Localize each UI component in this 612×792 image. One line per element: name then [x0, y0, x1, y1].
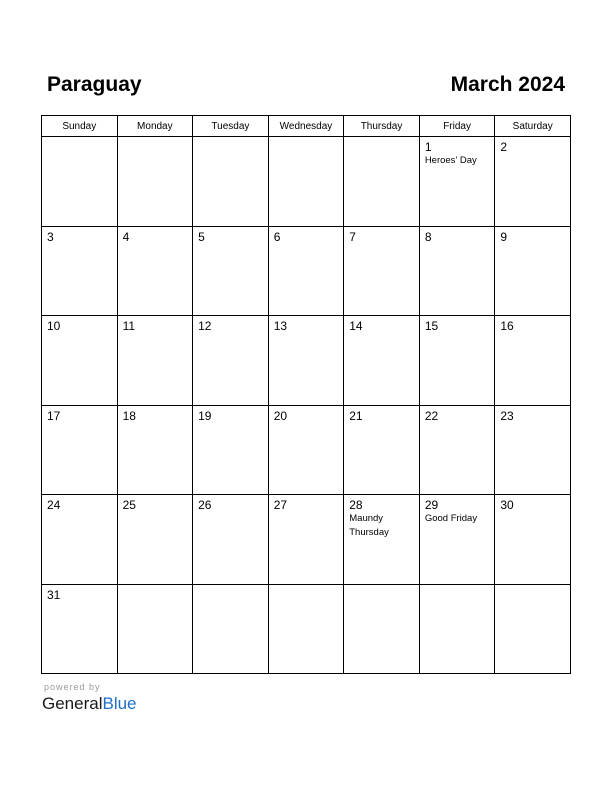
day-number: 29 — [424, 498, 439, 512]
day-number: 22 — [424, 408, 439, 423]
day-cell — [268, 584, 344, 674]
holiday-label: Heroes’ Day — [424, 155, 477, 166]
holiday-label: Good Friday — [424, 513, 478, 524]
day-number: 3 — [47, 229, 54, 244]
day-number: 20 — [273, 408, 288, 423]
day-number: 18 — [122, 408, 136, 423]
day-number: 12 — [198, 319, 212, 333]
day-number: 14 — [349, 319, 363, 333]
day-cell — [495, 495, 571, 585]
day-cell — [344, 584, 420, 674]
day-number: 21 — [349, 408, 363, 423]
day-number: 23 — [500, 408, 514, 423]
day-number: 31 — [47, 587, 61, 602]
day-number: 2 — [500, 140, 508, 154]
day-cell — [419, 137, 495, 227]
day-cell — [268, 405, 344, 495]
day-cell — [193, 495, 269, 585]
day-cell — [495, 405, 571, 495]
day-cell — [117, 495, 193, 585]
day-cell — [42, 584, 118, 674]
weekday-sunday: Sunday — [42, 116, 118, 137]
day-cell — [117, 405, 193, 495]
day-number: 30 — [500, 498, 514, 512]
day-cell — [193, 226, 269, 316]
powered-by-label: powered by — [44, 682, 101, 692]
day-cell — [42, 316, 118, 406]
weekday-saturday: Saturday — [495, 116, 571, 137]
day-cell — [495, 226, 571, 316]
day-cell — [419, 584, 495, 674]
day-number: 7 — [349, 229, 356, 244]
week-row — [42, 495, 571, 585]
day-cell — [193, 584, 269, 674]
day-number: 26 — [198, 498, 212, 512]
day-number: 8 — [424, 229, 432, 244]
day-cell — [495, 316, 571, 406]
week-row — [42, 226, 571, 316]
day-cell — [419, 226, 495, 316]
day-number: 17 — [47, 408, 61, 423]
week-row — [42, 584, 571, 674]
weekday-monday: Monday — [117, 116, 193, 137]
day-number: 5 — [198, 229, 205, 244]
day-cell — [344, 226, 420, 316]
weekday-wednesday: Wednesday — [268, 116, 344, 137]
day-cell — [495, 584, 571, 674]
day-cell — [344, 495, 420, 585]
day-cell — [193, 137, 269, 227]
day-cell — [344, 316, 420, 406]
day-number: 4 — [122, 229, 130, 244]
day-cell — [268, 137, 344, 227]
day-number: 16 — [500, 319, 514, 333]
day-cell — [419, 495, 495, 585]
day-number: 25 — [122, 498, 136, 512]
day-number: 19 — [198, 408, 212, 423]
week-row — [42, 316, 571, 406]
day-cell — [193, 316, 269, 406]
day-cell — [193, 405, 269, 495]
day-cell — [42, 495, 118, 585]
week-row — [42, 137, 571, 227]
month-year-title: March 2024 — [450, 73, 565, 96]
logo-text-blue: Blue — [102, 694, 137, 713]
day-cell — [268, 316, 344, 406]
day-number: 9 — [500, 229, 508, 244]
day-cell — [117, 226, 193, 316]
day-number: 15 — [424, 319, 439, 333]
week-row — [42, 405, 571, 495]
day-number: 6 — [273, 229, 281, 244]
day-cell — [42, 226, 118, 316]
day-number: 11 — [122, 319, 136, 333]
generalblue-logo[interactable] — [42, 694, 137, 714]
day-cell — [117, 584, 193, 674]
day-cell — [344, 137, 420, 227]
day-cell — [117, 316, 193, 406]
weekday-friday: Friday — [419, 116, 495, 137]
weekday-thursday: Thursday — [344, 116, 420, 137]
holiday-label: Maundy Thursday — [349, 513, 389, 538]
day-cell — [42, 405, 118, 495]
day-cell — [117, 137, 193, 227]
day-number: 28 — [349, 498, 363, 512]
country-title: Paraguay — [47, 73, 142, 96]
day-cell — [42, 137, 118, 227]
day-cell — [268, 226, 344, 316]
calendar-body — [42, 137, 571, 674]
day-number: 24 — [47, 498, 61, 512]
day-number: 10 — [47, 319, 61, 333]
weekday-tuesday: Tuesday — [193, 116, 269, 137]
day-cell — [419, 316, 495, 406]
calendar-grid — [41, 115, 571, 674]
weekday-header-row — [42, 116, 571, 137]
day-cell — [268, 495, 344, 585]
day-cell — [495, 137, 571, 227]
day-number: 13 — [273, 319, 288, 333]
logo-text-general: General — [42, 694, 103, 713]
day-cell — [344, 405, 420, 495]
day-cell — [419, 405, 495, 495]
day-number: 27 — [273, 498, 288, 512]
day-number: 1 — [424, 140, 432, 154]
